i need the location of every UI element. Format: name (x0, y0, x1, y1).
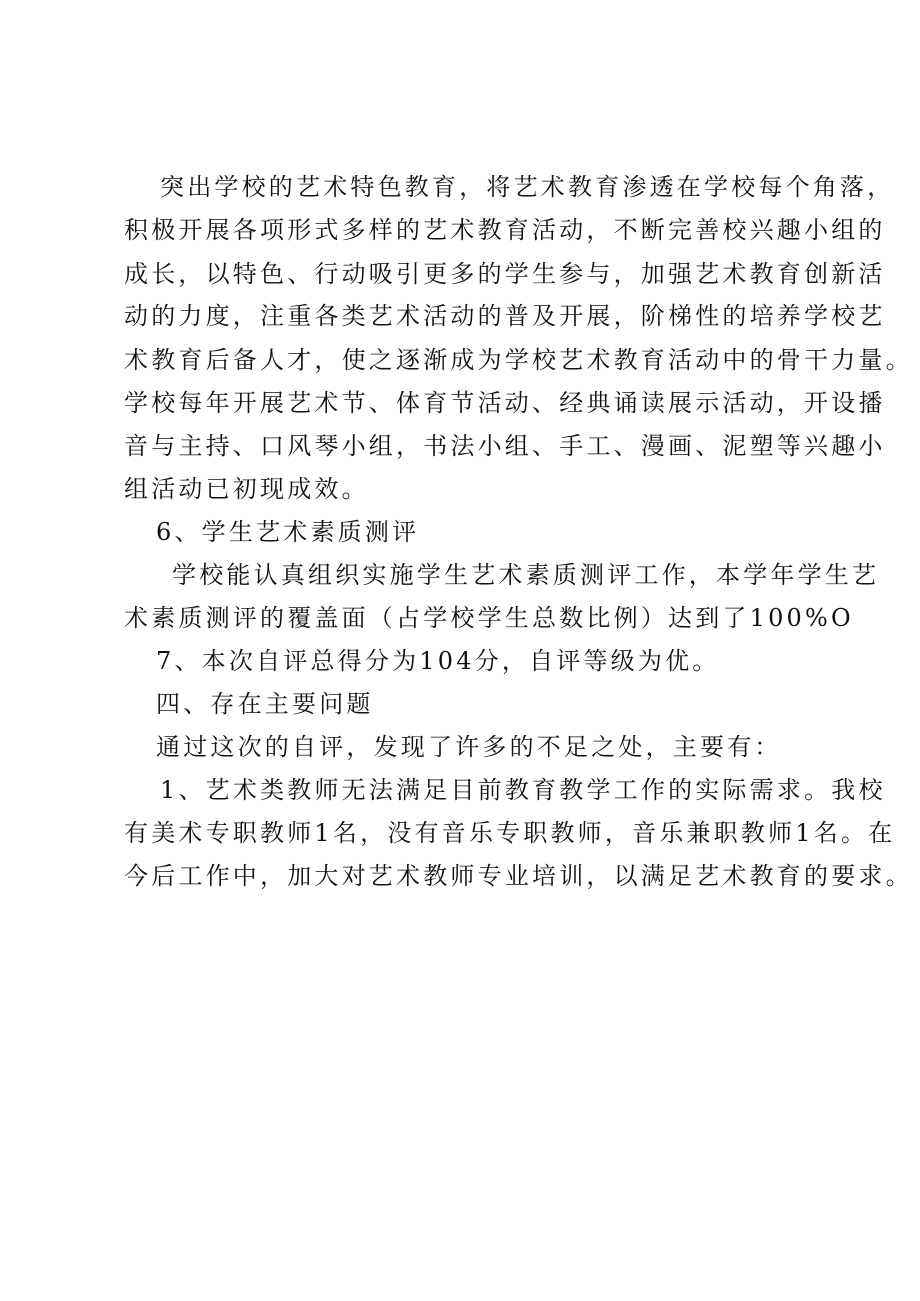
text-line: 音与主持、口风琴小组，书法小组、手工、漫画、泥塑等兴趣小 (124, 432, 886, 460)
section-heading: 四、存在主要问题 (156, 690, 374, 718)
text-line: 组活动已初现成效。 (124, 475, 369, 503)
text-line: 成长，以特色、行动吸引更多的学生参与，加强艺术教育创新活 (124, 260, 886, 288)
text-line: 今后工作中，加大对艺术教师专业培训，以满足艺术教育的要求。 (124, 862, 913, 890)
text-line: 术教育后备人才，使之逐渐成为学校艺术教育活动中的骨干力量。 (124, 346, 913, 374)
section-heading: 6、学生艺术素质测评 (156, 518, 420, 546)
text-line: 有美术专职教师1名，没有音乐专职教师，音乐兼职教师1名。在 (124, 819, 896, 847)
text-line: 术素质测评的覆盖面（占学校学生总数比例）达到了100%O (124, 604, 854, 632)
text-line: 通过这次的自评，发现了许多的不足之处，主要有： (156, 733, 782, 761)
text-line: 学校能认真组织实施学生艺术素质测评工作，本学年学生艺 (172, 561, 880, 589)
text-line: 7、本次自评总得分为104分，自评等级为优。 (156, 647, 720, 675)
text-line: 动的力度，注重各类艺术活动的普及开展，阶梯性的培养学校艺 (124, 302, 886, 330)
text-line: 1、艺术类教师无法满足目前教育教学工作的实际需求。我校 (160, 776, 886, 804)
text-line: 学校每年开展艺术节、体育节活动、经典诵读展示活动，开设播 (124, 389, 886, 417)
text-line: 积极开展各项形式多样的艺术教育活动，不断完善校兴趣小组的 (124, 216, 886, 244)
text-line: 突出学校的艺术特色教育，将艺术教育渗透在学校每个角落， (160, 173, 895, 201)
